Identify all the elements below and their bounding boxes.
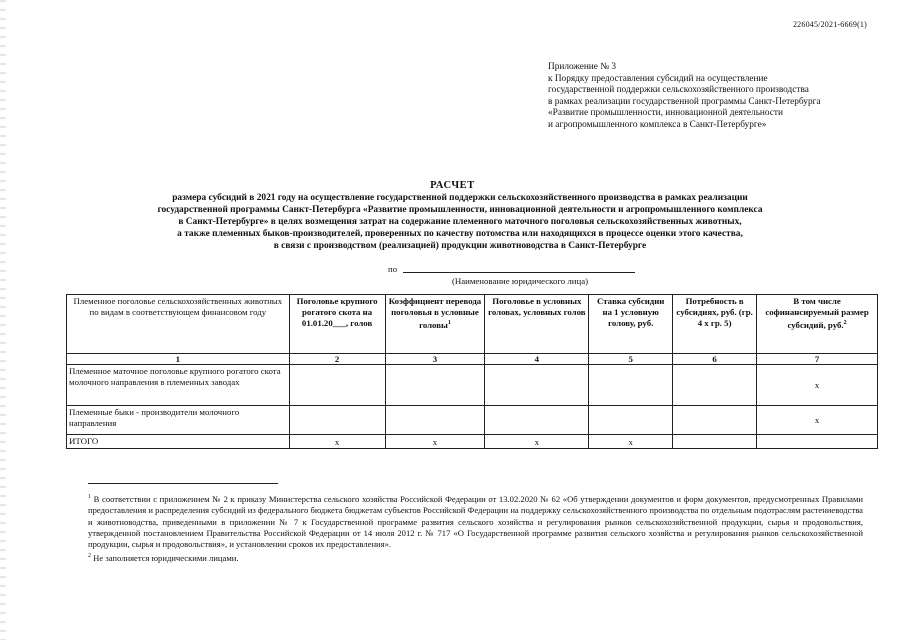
document-heading	[60, 193, 860, 253]
header-cell: Потребность в субсидиях, руб. (гр. 4 x гр. 5)	[673, 295, 757, 354]
header-cell: Поголовье крупного рогатого скота на 01.01.20___, голов	[289, 295, 385, 354]
footnote-mark: 2	[88, 552, 91, 559]
legal-entity-hint: (Наименование юридического лица)	[451, 276, 589, 286]
row-label: ИТОГО	[67, 435, 290, 449]
appendix-line: «Развитие промышленности, инновационной деятельности	[548, 108, 783, 119]
data-cell[interactable]	[673, 406, 757, 435]
data-cell: x	[589, 435, 673, 449]
data-cell: x	[385, 435, 485, 449]
data-cell[interactable]	[289, 406, 385, 435]
appendix-line: Приложение № 3	[548, 62, 617, 72]
data-cell: x	[757, 365, 878, 406]
heading-line: размера субсидий в 2021 году на осуществление государственной поддержки сельскохозяйственного производства в рамках реализации	[172, 193, 748, 203]
heading-line: государственной программы Санкт-Петербурга «Развитие промышленности, инновационной деятельности и агропромышленного комплекса	[157, 204, 763, 215]
table-header-row	[67, 295, 878, 354]
column-number: 7	[757, 354, 878, 365]
footnote-ref: 1	[447, 320, 451, 326]
header-cell: Коэффициент перевода поголовья в условные головы$^1$	[385, 295, 485, 354]
footnotes	[88, 492, 863, 564]
appendix-block	[548, 62, 888, 132]
footnote-text: Не заполняется юридическими лицами.	[93, 552, 239, 563]
header-cell: Ставка субсидии на 1 условную голову, руб.	[589, 295, 673, 354]
column-number: 1	[67, 354, 290, 365]
data-cell[interactable]	[385, 365, 485, 406]
data-cell: x	[757, 406, 878, 435]
header-cell: В том числе софинансируемый размер субсидий, руб.$^2$	[757, 295, 878, 354]
heading-line: в Санкт-Петербурге» в целях возмещения затрат на содержание племенного маточного поголовья сельскохозяйственных животных,	[178, 216, 742, 227]
footnote-1	[88, 492, 863, 551]
calculation-table	[66, 294, 878, 449]
header-cell: Племенное поголовье сельскохозяйственных животных по видам в соответствующем финансовом году	[67, 295, 290, 354]
footnote-divider	[88, 483, 278, 484]
data-cell[interactable]	[673, 365, 757, 406]
po-label: по	[388, 264, 398, 274]
scan-margin-edge	[0, 0, 6, 640]
table-row	[67, 406, 878, 435]
column-number: 4	[485, 354, 589, 365]
appendix-line: в рамках реализации государственной программы Санкт-Петербурга	[548, 96, 821, 107]
data-cell[interactable]	[485, 406, 589, 435]
footnote-ref: 2	[843, 320, 847, 326]
footnote-2	[88, 551, 863, 564]
heading-line: а также племенных быков-производителей, проверенных по качеству потомства или находящихся в процессе оценки этого качества,	[177, 228, 743, 239]
footnote-mark: 1	[88, 494, 91, 500]
data-cell[interactable]	[589, 406, 673, 435]
appendix-line: государственной поддержки сельскохозяйственного производства	[548, 85, 809, 96]
row-label: Племенное маточное поголовье крупного рогатого скота молочного направления в племенных заводах	[67, 365, 290, 406]
heading-line: в связи с производством (реализацией) продукции животноводства в Санкт-Петербурге	[273, 240, 647, 251]
data-cell[interactable]	[757, 435, 878, 449]
data-cell: x	[289, 435, 385, 449]
data-cell[interactable]	[673, 435, 757, 449]
header-cell: Поголовье в условных головах, условных голов	[485, 295, 589, 354]
appendix-line: и агропромышленного комплекса в Санкт-Петербурге»	[548, 119, 767, 130]
table-row-total	[67, 435, 878, 449]
column-number: 6	[673, 354, 757, 365]
appendix-line: к Порядку предоставления субсидий на осуществление	[548, 73, 768, 84]
data-cell[interactable]	[385, 406, 485, 435]
document-title: РАСЧЕТ	[430, 180, 475, 191]
table-row	[67, 365, 878, 406]
data-cell: x	[485, 435, 589, 449]
document-id: 226045/2021-6669(1)	[792, 20, 867, 29]
data-cell[interactable]	[289, 365, 385, 406]
row-label: Племенные быки - производители молочного направления	[67, 406, 290, 435]
legal-entity-name-field[interactable]	[403, 272, 635, 273]
column-number: 5	[589, 354, 673, 365]
footnote-text: В соответствии с приложением № 2 к приказу Министерства сельского хозяйства Российской Федерации от 13.02.2020 № 62 «Об утверждении документов и форм документов, предусмотренных Правилами предоставления и распределения субсидий из федерального бюджета бюджетам субъектов Российской Федерации на поддержку сельскохозяйственного производства по отдельным подотраслям растениеводства и животноводства, приведенными в приложении № 7 к Государственной программе развития сельского хозяйства и регулирования рынков сельскохозяйственной продукции, сырья и продовольствия, утвержденной постановлением Правительства Российской Федерации от 14 июля 2012 г. № 717 «О Государственной программе развития сельского хозяйства и регулирования рынков сельскохозяйственной продукции, сырья и продовольствия», и установлении сроков их предоставления».	[88, 493, 863, 550]
column-number: 3	[385, 354, 485, 365]
data-cell[interactable]	[485, 365, 589, 406]
column-number: 2	[289, 354, 385, 365]
data-cell[interactable]	[589, 365, 673, 406]
column-number-row	[67, 354, 878, 365]
